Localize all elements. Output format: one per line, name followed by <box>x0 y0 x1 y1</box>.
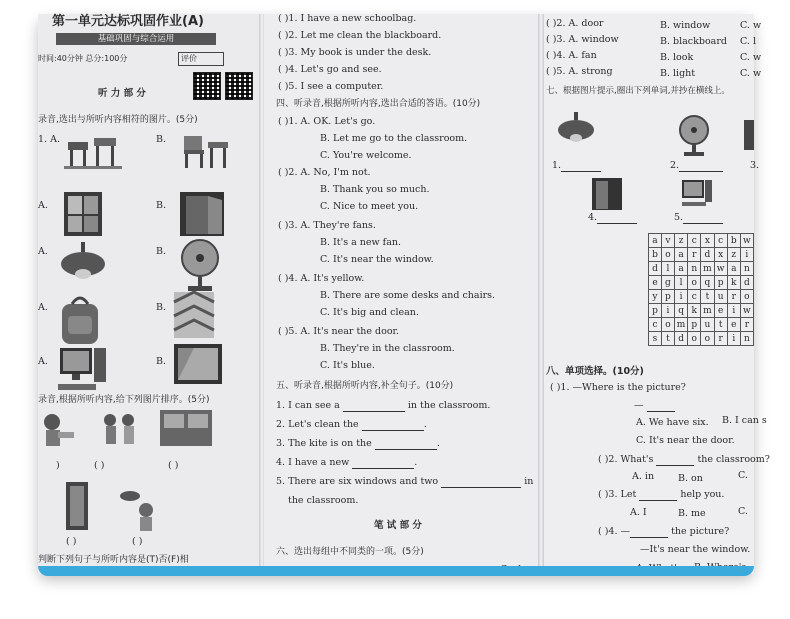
window-picture <box>62 190 106 238</box>
mc-question <box>598 489 724 501</box>
option-label: B. <box>156 200 167 211</box>
answer-blank[interactable] <box>441 487 521 488</box>
grid-letter[interactable]: o <box>740 290 753 304</box>
qr-code-icon <box>193 72 221 100</box>
answer-option: ( )5. A. It's near the door. <box>278 326 400 337</box>
grid-row <box>649 332 754 346</box>
sentence: ( )2. Let me clean the blackboard. <box>278 30 442 41</box>
grid-letter[interactable]: i <box>727 304 740 318</box>
mc-text: ( )2. What's <box>598 454 654 465</box>
answer-blank[interactable] <box>343 411 405 412</box>
fill-text: in the classroom. <box>407 400 491 411</box>
grid-letter[interactable]: m <box>674 318 687 332</box>
option-label: A. <box>38 200 48 211</box>
fill-blank-line <box>276 419 427 431</box>
answer-blank[interactable] <box>352 468 414 469</box>
grid-letter[interactable]: o <box>688 332 701 346</box>
answer-blank[interactable] <box>630 537 668 538</box>
mc-option: A. in <box>632 471 655 482</box>
answer-blank[interactable] <box>597 223 637 224</box>
grid-letter[interactable]: b <box>727 234 740 248</box>
label-number: 4. <box>588 212 598 223</box>
fill-text: 5. There are six windows and two <box>276 476 439 487</box>
label-number: 5. <box>674 212 684 223</box>
mc-text: ( )3. Let <box>598 489 637 500</box>
answer-option: C. Nice to meet you. <box>320 201 419 212</box>
sentence: ( )1. I have a new schoolbag. <box>278 13 417 24</box>
listening-header: 听 力 部 分 <box>98 88 146 99</box>
mc-option: C. <box>738 506 748 517</box>
computer-picture <box>56 344 112 396</box>
mc-row: B. look <box>660 52 694 63</box>
answer-blank[interactable] <box>656 465 694 466</box>
mc-row: ( )2. A. door <box>546 18 604 29</box>
mc-text: ( )4. — <box>598 526 631 537</box>
grid-letter[interactable]: g <box>661 276 674 290</box>
answer-option: B. They're in the classroom. <box>320 343 455 354</box>
grid-letter[interactable]: m <box>701 262 714 276</box>
answer-blank[interactable] <box>375 449 437 450</box>
answer-option: B. Let me go to the classroom. <box>320 133 468 144</box>
worksheet-title: 第一单元达标巩固作业(A) <box>52 14 204 29</box>
grid-row <box>649 290 754 304</box>
mc-row: ( )5. A. strong <box>546 66 613 77</box>
grid-letter[interactable]: r <box>688 248 701 262</box>
qr-code-icon <box>225 72 253 100</box>
fill-text: 2. Let's clean the <box>276 419 359 430</box>
label-number: 1. <box>552 160 562 171</box>
mc-dash <box>634 400 675 412</box>
answer-option: C. It's big and clean. <box>320 307 419 318</box>
grid-letter[interactable]: o <box>701 332 714 346</box>
answer-blank[interactable] <box>647 411 675 412</box>
fill-text: . <box>414 457 418 468</box>
written-header: 笔 试 部 分 <box>374 520 422 531</box>
grid-letter[interactable]: s <box>649 332 662 346</box>
answer-option: C. It's blue. <box>320 360 375 371</box>
mc-option: B. me <box>678 508 706 519</box>
grid-letter[interactable]: p <box>661 290 674 304</box>
grid-letter[interactable]: d <box>674 332 687 346</box>
fill-blank-line <box>276 438 440 450</box>
answer-option: B. There are some desks and chairs. <box>320 290 496 301</box>
grid-letter[interactable]: e <box>727 318 740 332</box>
grid-letter[interactable]: y <box>649 290 662 304</box>
fill-text: 4. I have a new <box>276 457 350 468</box>
mc-row: ( )3. A. window <box>546 34 619 45</box>
grid-letter[interactable]: a <box>727 262 740 276</box>
mc-row: B. blackboard <box>660 36 727 47</box>
grid-letter[interactable]: o <box>661 318 674 332</box>
grid-letter[interactable]: x <box>701 234 714 248</box>
section-6-heading: 六、选出每组中不同类的一项。(5分) <box>276 547 424 557</box>
label-1 <box>552 160 601 172</box>
mc-text: help you. <box>680 489 725 500</box>
option-label: A. <box>38 246 48 257</box>
label-5 <box>674 212 723 224</box>
grid-letter[interactable]: u <box>701 318 714 332</box>
grid-letter[interactable]: z <box>674 234 687 248</box>
section-band: 基础巩固与综合运用 <box>56 33 216 45</box>
grid-letter[interactable]: t <box>714 318 727 332</box>
grid-letter[interactable]: w <box>740 234 753 248</box>
fill-text: 3. The kite is on the <box>276 438 372 449</box>
grid-letter[interactable]: p <box>649 304 662 318</box>
grid-letter[interactable]: r <box>727 290 740 304</box>
left-page <box>38 14 260 574</box>
answer-blank[interactable] <box>683 223 723 224</box>
fan-picture <box>676 114 712 158</box>
grid-letter[interactable]: n <box>740 262 753 276</box>
fill-blank-line <box>276 457 417 469</box>
grid-letter[interactable]: i <box>661 304 674 318</box>
section-8-heading: 八、单项选择。(10分) <box>546 366 644 377</box>
grid-letter[interactable]: m <box>701 304 714 318</box>
question-3: 判断下列句子与所听内容是(T)否(F)相 <box>38 555 189 565</box>
grid-row <box>649 276 754 290</box>
order-blank: ( ) <box>66 536 77 547</box>
label-number: 2. <box>670 160 680 171</box>
mc-row: C. l <box>740 36 757 47</box>
grid-letter[interactable]: o <box>688 276 701 290</box>
grid-letter[interactable]: e <box>714 304 727 318</box>
grid-letter[interactable]: k <box>688 304 701 318</box>
grid-letter[interactable]: v <box>661 234 674 248</box>
grid-row <box>649 248 754 262</box>
option-label: B. <box>156 246 167 257</box>
label-4 <box>588 212 637 224</box>
floor-picture <box>174 292 214 338</box>
grid-letter[interactable]: c <box>714 234 727 248</box>
grid-letter[interactable]: p <box>714 276 727 290</box>
grid-letter[interactable]: l <box>674 276 687 290</box>
fill-blank-line <box>276 400 490 412</box>
grid-row <box>649 318 754 332</box>
grid-letter[interactable]: u <box>714 290 727 304</box>
mc-text: the picture? <box>671 526 730 537</box>
grid-letter[interactable]: l <box>661 262 674 276</box>
fill-blank-line <box>276 476 533 488</box>
answer-option: B. It's a new fan. <box>320 237 401 248</box>
grid-letter[interactable]: n <box>688 262 701 276</box>
mc-option: B. I can s <box>722 415 767 426</box>
mc-question <box>598 454 770 466</box>
order-blank: ( ) <box>168 460 179 471</box>
option-label: B. <box>156 134 167 145</box>
document-photo <box>38 13 770 574</box>
grid-letter[interactable]: z <box>727 248 740 262</box>
section-4-heading: 四、听录音,根据所听内容,选出合适的答语。(10分) <box>276 99 481 109</box>
answer-option: C. You're welcome. <box>320 150 412 161</box>
grid-letter[interactable]: q <box>674 304 687 318</box>
grid-letter[interactable]: i <box>740 248 753 262</box>
fill-text: . <box>423 419 427 430</box>
order-blank: ) <box>56 460 60 471</box>
grid-letter[interactable]: c <box>688 290 701 304</box>
student-picture <box>40 410 76 452</box>
mc-row: ( )4. A. fan <box>546 50 597 61</box>
option-label: A. <box>38 356 48 367</box>
grid-letter[interactable]: i <box>727 332 740 346</box>
blackboard-picture <box>172 342 224 392</box>
answer-option: ( )1. A. OK. Let's go. <box>278 116 376 127</box>
grid-letter[interactable]: i <box>674 290 687 304</box>
answer-blank[interactable] <box>639 500 677 501</box>
grid-letter[interactable]: q <box>701 276 714 290</box>
grid-letter[interactable]: w <box>714 262 727 276</box>
grid-letter[interactable]: a <box>674 262 687 276</box>
grid-row <box>649 304 754 318</box>
grid-letter[interactable]: d <box>701 248 714 262</box>
fill-text: in <box>524 476 534 487</box>
question-2: 录音,根据所听内容,给下列图片排序。(5分) <box>38 395 210 405</box>
grid-letter[interactable]: r <box>714 332 727 346</box>
grid-letter[interactable]: o <box>661 248 674 262</box>
grid-letter[interactable]: x <box>714 248 727 262</box>
mc-row: B. window <box>660 20 711 31</box>
sentence: ( )5. I see a computer. <box>278 81 384 92</box>
mc-row: C. w <box>740 52 762 63</box>
fill-text: . <box>436 438 440 449</box>
grid-letter[interactable]: b <box>649 248 662 262</box>
door-picture <box>176 190 236 238</box>
sentence: ( )4. Let's go and see. <box>278 64 382 75</box>
grid-letter[interactable]: p <box>688 318 701 332</box>
grid-letter[interactable]: c <box>688 234 701 248</box>
door-picture-2 <box>64 480 92 532</box>
grid-letter[interactable]: r <box>740 318 753 332</box>
boy-lamp-picture <box>116 486 162 536</box>
mc-option: A. I <box>630 507 647 518</box>
mc-option: C. It's near the door. <box>636 435 735 446</box>
mc-row: B. light <box>660 68 696 79</box>
grid-letter[interactable]: n <box>740 332 753 346</box>
label-3: 3. <box>750 160 760 171</box>
mc-option: C. <box>738 470 748 481</box>
grid-letter[interactable]: w <box>740 304 753 318</box>
mc-question: ( )1. —Where is the picture? <box>550 382 686 393</box>
option-label: B. <box>156 356 167 367</box>
grid-letter[interactable]: a <box>649 234 662 248</box>
chairs-picture <box>176 132 234 176</box>
mc-option: A. We have six. <box>636 417 709 428</box>
computer-picture <box>680 178 714 210</box>
order-blank: ( ) <box>132 536 143 547</box>
frame-accent-bar <box>38 566 754 576</box>
section-7-heading: 七、根据图片提示,圈出下列单词,并抄在横线上。 <box>546 86 730 96</box>
children-picture <box>98 410 142 454</box>
score-box: 评价 <box>178 52 224 66</box>
answer-option: ( )4. A. It's yellow. <box>278 273 365 284</box>
option-label: A. <box>38 302 48 313</box>
option-label: B. <box>156 302 167 313</box>
mc-question <box>598 526 729 538</box>
question-1: 录音,选出与所听内容相符的图片。(5分) <box>38 115 198 125</box>
word-search-grid <box>648 233 754 346</box>
fan-picture <box>176 238 228 294</box>
order-blank: ( ) <box>94 460 105 471</box>
grid-row <box>649 234 754 248</box>
mc-text: — <box>634 400 644 411</box>
mc-option: B. on <box>678 473 703 484</box>
fill-continuation: the classroom. <box>288 495 359 506</box>
schoolbag-picture <box>58 294 102 348</box>
grid-row <box>649 262 754 276</box>
right-page <box>544 14 770 574</box>
mc-row: C. w <box>740 68 762 79</box>
lamp-picture <box>556 112 596 146</box>
mc-text: the classroom? <box>697 454 770 465</box>
fill-text: 1. I can see a <box>276 400 340 411</box>
word-search-body <box>649 234 754 346</box>
label-2 <box>670 160 723 172</box>
desks-picture <box>64 132 122 176</box>
grid-letter[interactable]: t <box>701 290 714 304</box>
picture-frame-picture <box>744 120 754 156</box>
answer-blank[interactable] <box>561 171 601 172</box>
answer-option: ( )2. A. No, I'm not. <box>278 167 371 178</box>
answer-option: ( )3. A. They're fans. <box>278 220 376 231</box>
answer-option: B. Thank you so much. <box>320 184 430 195</box>
door-picture <box>590 176 626 212</box>
grid-letter[interactable]: k <box>727 276 740 290</box>
mc-reply: —It's near the window. <box>640 544 751 555</box>
option-label: 1. A. <box>38 134 60 145</box>
time-info: 时间:40分钟 总分:100分 <box>38 54 128 63</box>
grid-letter[interactable]: t <box>661 332 674 346</box>
answer-blank[interactable] <box>679 171 723 172</box>
grid-letter[interactable]: c <box>649 318 662 332</box>
sentence: ( )3. My book is under the desk. <box>278 47 432 58</box>
lamp-picture <box>58 242 108 286</box>
mc-row: C. w <box>740 20 762 31</box>
grid-letter[interactable]: d <box>740 276 753 290</box>
grid-letter[interactable]: d <box>649 262 662 276</box>
answer-option: C. It's near the window. <box>320 254 434 265</box>
answer-blank[interactable] <box>362 430 424 431</box>
grid-letter[interactable]: a <box>674 248 687 262</box>
classroom-picture <box>160 410 212 446</box>
grid-letter[interactable]: e <box>649 276 662 290</box>
middle-page <box>264 14 540 574</box>
section-5-heading: 五、听录音,根据所听内容,补全句子。(10分) <box>276 381 454 391</box>
